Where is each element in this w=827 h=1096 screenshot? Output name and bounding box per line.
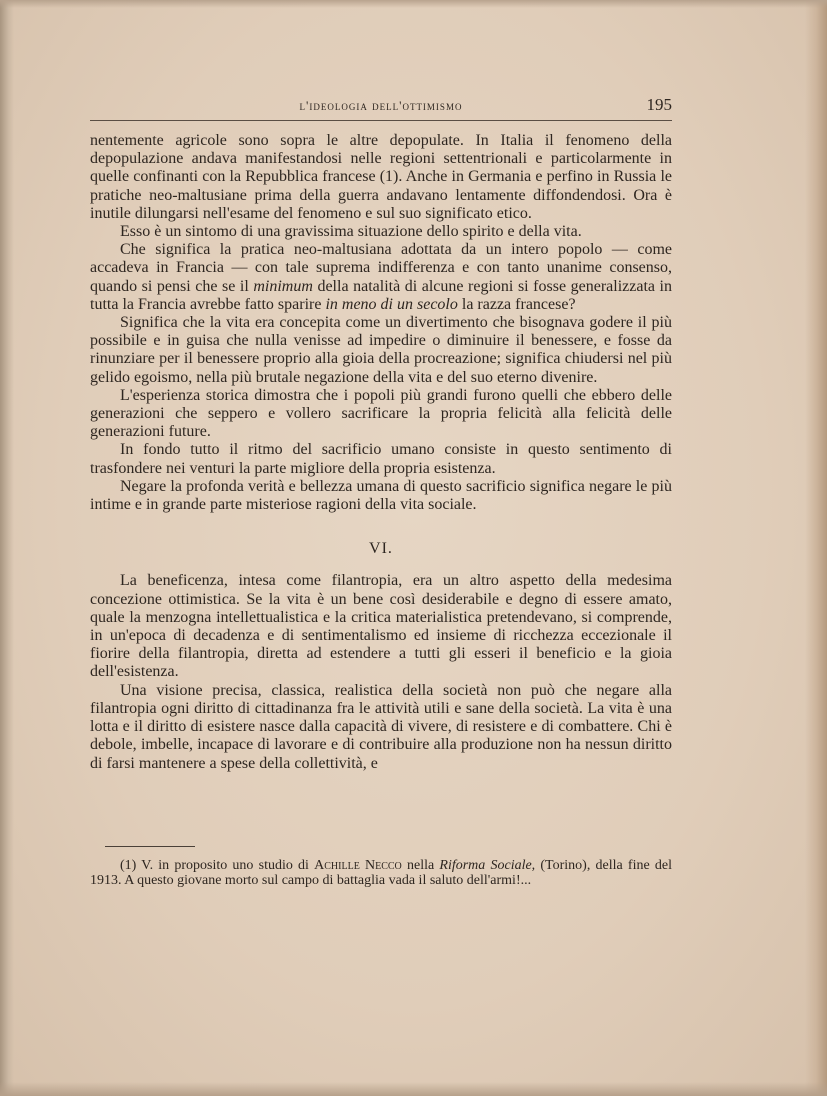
footnote: [90, 858, 672, 888]
paragraph: nentemente agricole sono sopra le altre depopulate. In Italia il fenomeno della depopulazione andava manifestandosi nelle regioni settentrionali e particolarmente in quelle confinanti con la Repubblica francese (1). Anche in Germania e perfino in Russia le pratiche neo-maltusiane prima della guerra andavano lentamente diffondendosi. Ora è inutile dilungarsi nell'esame del fenomeno e sul suo significato etico.: [90, 132, 672, 222]
paragraph: La beneficenza, intesa come filantropia, era un altro aspetto della medesima concezione ottimistica. Se la vita è un bene così desiderabile e degno di essere amato, quale la menzogna intellettualistica e la critica materialistica pretendevano, si comprende, in un'epoca di decadenza e di sentimentalismo ed insieme di ricchezza eccezionale il fiorire della filantropia, diretta ad estendere a tutti gli esseri il beneficio e la gioia dell'esistenza.: [90, 572, 672, 681]
paragraph: Esso è un sintomo di una gravissima situazione dello spirito e della vita.: [120, 223, 582, 241]
body-text: [90, 132, 672, 773]
page-number: 195: [646, 95, 672, 114]
paragraph-text: Che significa la pratica neo-maltusiana adottata da un intero popolo — come accadeva in Francia — con tale suprema indifferenza e con tanto unanime consenso, quando si pensi che se il: [90, 241, 672, 295]
page-header: [90, 94, 672, 121]
paragraph-text: la razza francese?: [457, 295, 576, 313]
footnote-author: Achille Necco: [314, 858, 402, 873]
footnote-part: nella: [401, 858, 440, 873]
section-heading: VI.: [369, 540, 393, 558]
paragraph: L'esperienza storica dimostra che i popoli più grandi furono quelli che ebbero delle generazioni che seppero e vollero sacrificare la propria felicità alla felicità delle generazioni future.: [90, 386, 672, 441]
footnote-text: [90, 858, 672, 888]
running-title: l'ideologia dell'ottimismo: [299, 98, 463, 113]
italic-term: minimum: [253, 277, 313, 295]
page-bottom-edge: [0, 1082, 827, 1096]
italic-phrase: in meno di un secolo: [325, 295, 458, 313]
paragraph: In fondo tutto il ritmo del sacrificio umano consiste in questo sentimento di trasfondere nei venturi la parte migliore della propria esistenza.: [90, 441, 672, 477]
page-left-edge: [0, 0, 14, 1096]
paragraph: Negare la profonda verità e bellezza umana di questo sacrificio significa negare le più intime e in grande parte misteriose ragioni della vita sociale.: [90, 477, 672, 514]
page-top-edge: [0, 0, 827, 8]
paragraph: Una visione precisa, classica, realistica della società non può che negare alla filantropia ogni diritto di cittadinanza fra le attività utili e sane della società. La vita è una lotta e il diritto di esistere nasce dalla capacità di vivere, di resistere e di combattere. Chi è debole, imbelle, incapace di lavorare e di contribuire alla produzione non ha nessun diritto di farsi mantenere a spese della collettività, e: [90, 681, 672, 772]
footnote-part: (1) V. in proposito uno studio di: [120, 858, 315, 873]
footnote-divider: [105, 846, 195, 847]
footnote-part: (Torino), della fine del 1913. A questo giovane morto sul campo di battaglia vada il saluto dell'armi!...: [90, 858, 672, 888]
paragraph: [90, 241, 672, 314]
paragraph: Significa che la vita era concepita come un divertimento che bisognava godere il più possibile e in guisa che nulla venisse ad impedire o diminuire il benessere, e fosse da rinunziare per il benessere proprio alla gioia della procreazione; significa chiudersi nel più gelido egoismo, nella più brutale negazione della vita e del suo eterno divenire.: [90, 314, 672, 386]
footnote-journal: Riforma Sociale,: [439, 858, 536, 873]
page-right-edge: [805, 0, 827, 1096]
paragraph-text: della natalità di alcune regioni si fosse generalizzata in tutta la Francia avrebbe fatto sparire: [90, 277, 672, 313]
